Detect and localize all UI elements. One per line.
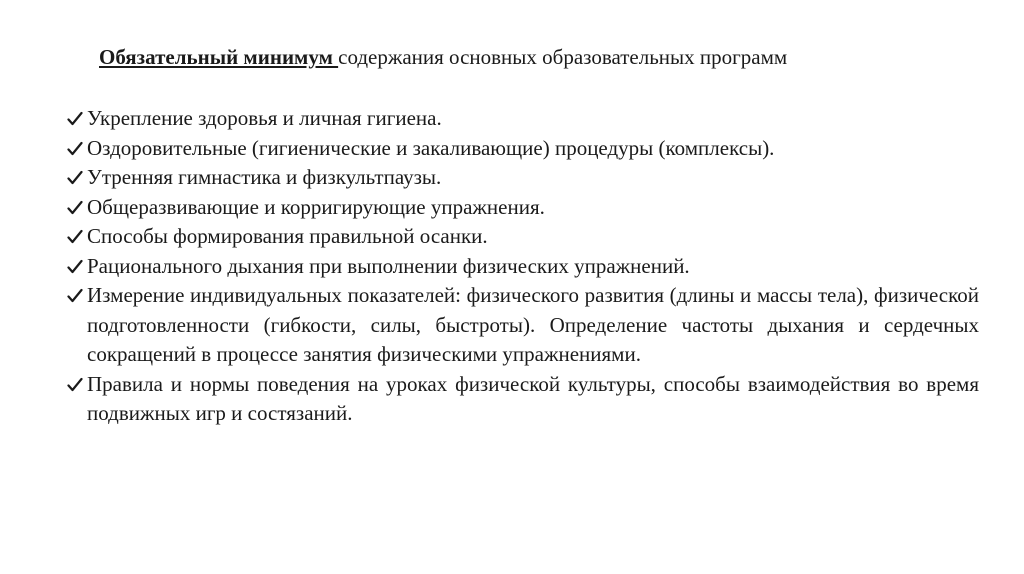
- list-item-text: Укрепление здоровья и личная гигиена.: [87, 106, 442, 130]
- title-bold-part: Обязательный минимум: [99, 45, 339, 69]
- list-item: [67, 222, 979, 252]
- list-item: [67, 193, 979, 223]
- list-item-text: Общеразвивающие и корригирующие упражнения.: [87, 194, 545, 219]
- checkmark-icon: [67, 377, 83, 393]
- checkmark-icon: [67, 111, 83, 127]
- title-rest: содержания основных образовательных программ: [338, 45, 788, 69]
- list-item-text: Утренняя гимнастика и физкультпаузы.: [87, 165, 442, 189]
- list-item: [67, 163, 979, 193]
- list-item: [67, 104, 979, 134]
- list-item-text: Способы формирования правильной осанки.: [87, 224, 488, 248]
- list-item-text: Измерение индивидуальных показателей: физического развития (длины и массы тела), физической подготовленности (гибкости, силы, быстроты). Определение частоты дыхания и сердечных сокращений в процессе занятия физическими упражнениями.: [87, 283, 979, 366]
- checkmark-icon: [67, 259, 83, 275]
- checklist: [67, 104, 979, 429]
- list-item-text: Оздоровительные (гигиенические и закаливающие) процедуры (комплексы).: [87, 135, 775, 160]
- list-item: [67, 281, 979, 370]
- list-item-text: Правила и нормы поведения на уроках физической культуры, способы взаимодействия во время подвижных игр и состязаний.: [87, 371, 979, 425]
- list-item: [67, 370, 979, 429]
- list-item: [67, 134, 979, 164]
- checkmark-icon: [67, 288, 83, 304]
- checkmark-icon: [67, 229, 83, 245]
- checkmark-icon: [67, 170, 83, 186]
- list-item: [67, 252, 979, 282]
- checkmark-icon: [67, 200, 83, 216]
- slide-title: [99, 43, 979, 71]
- checkmark-icon: [67, 141, 83, 157]
- list-item-text: Рационального дыхания при выполнении физических упражнений.: [87, 253, 690, 278]
